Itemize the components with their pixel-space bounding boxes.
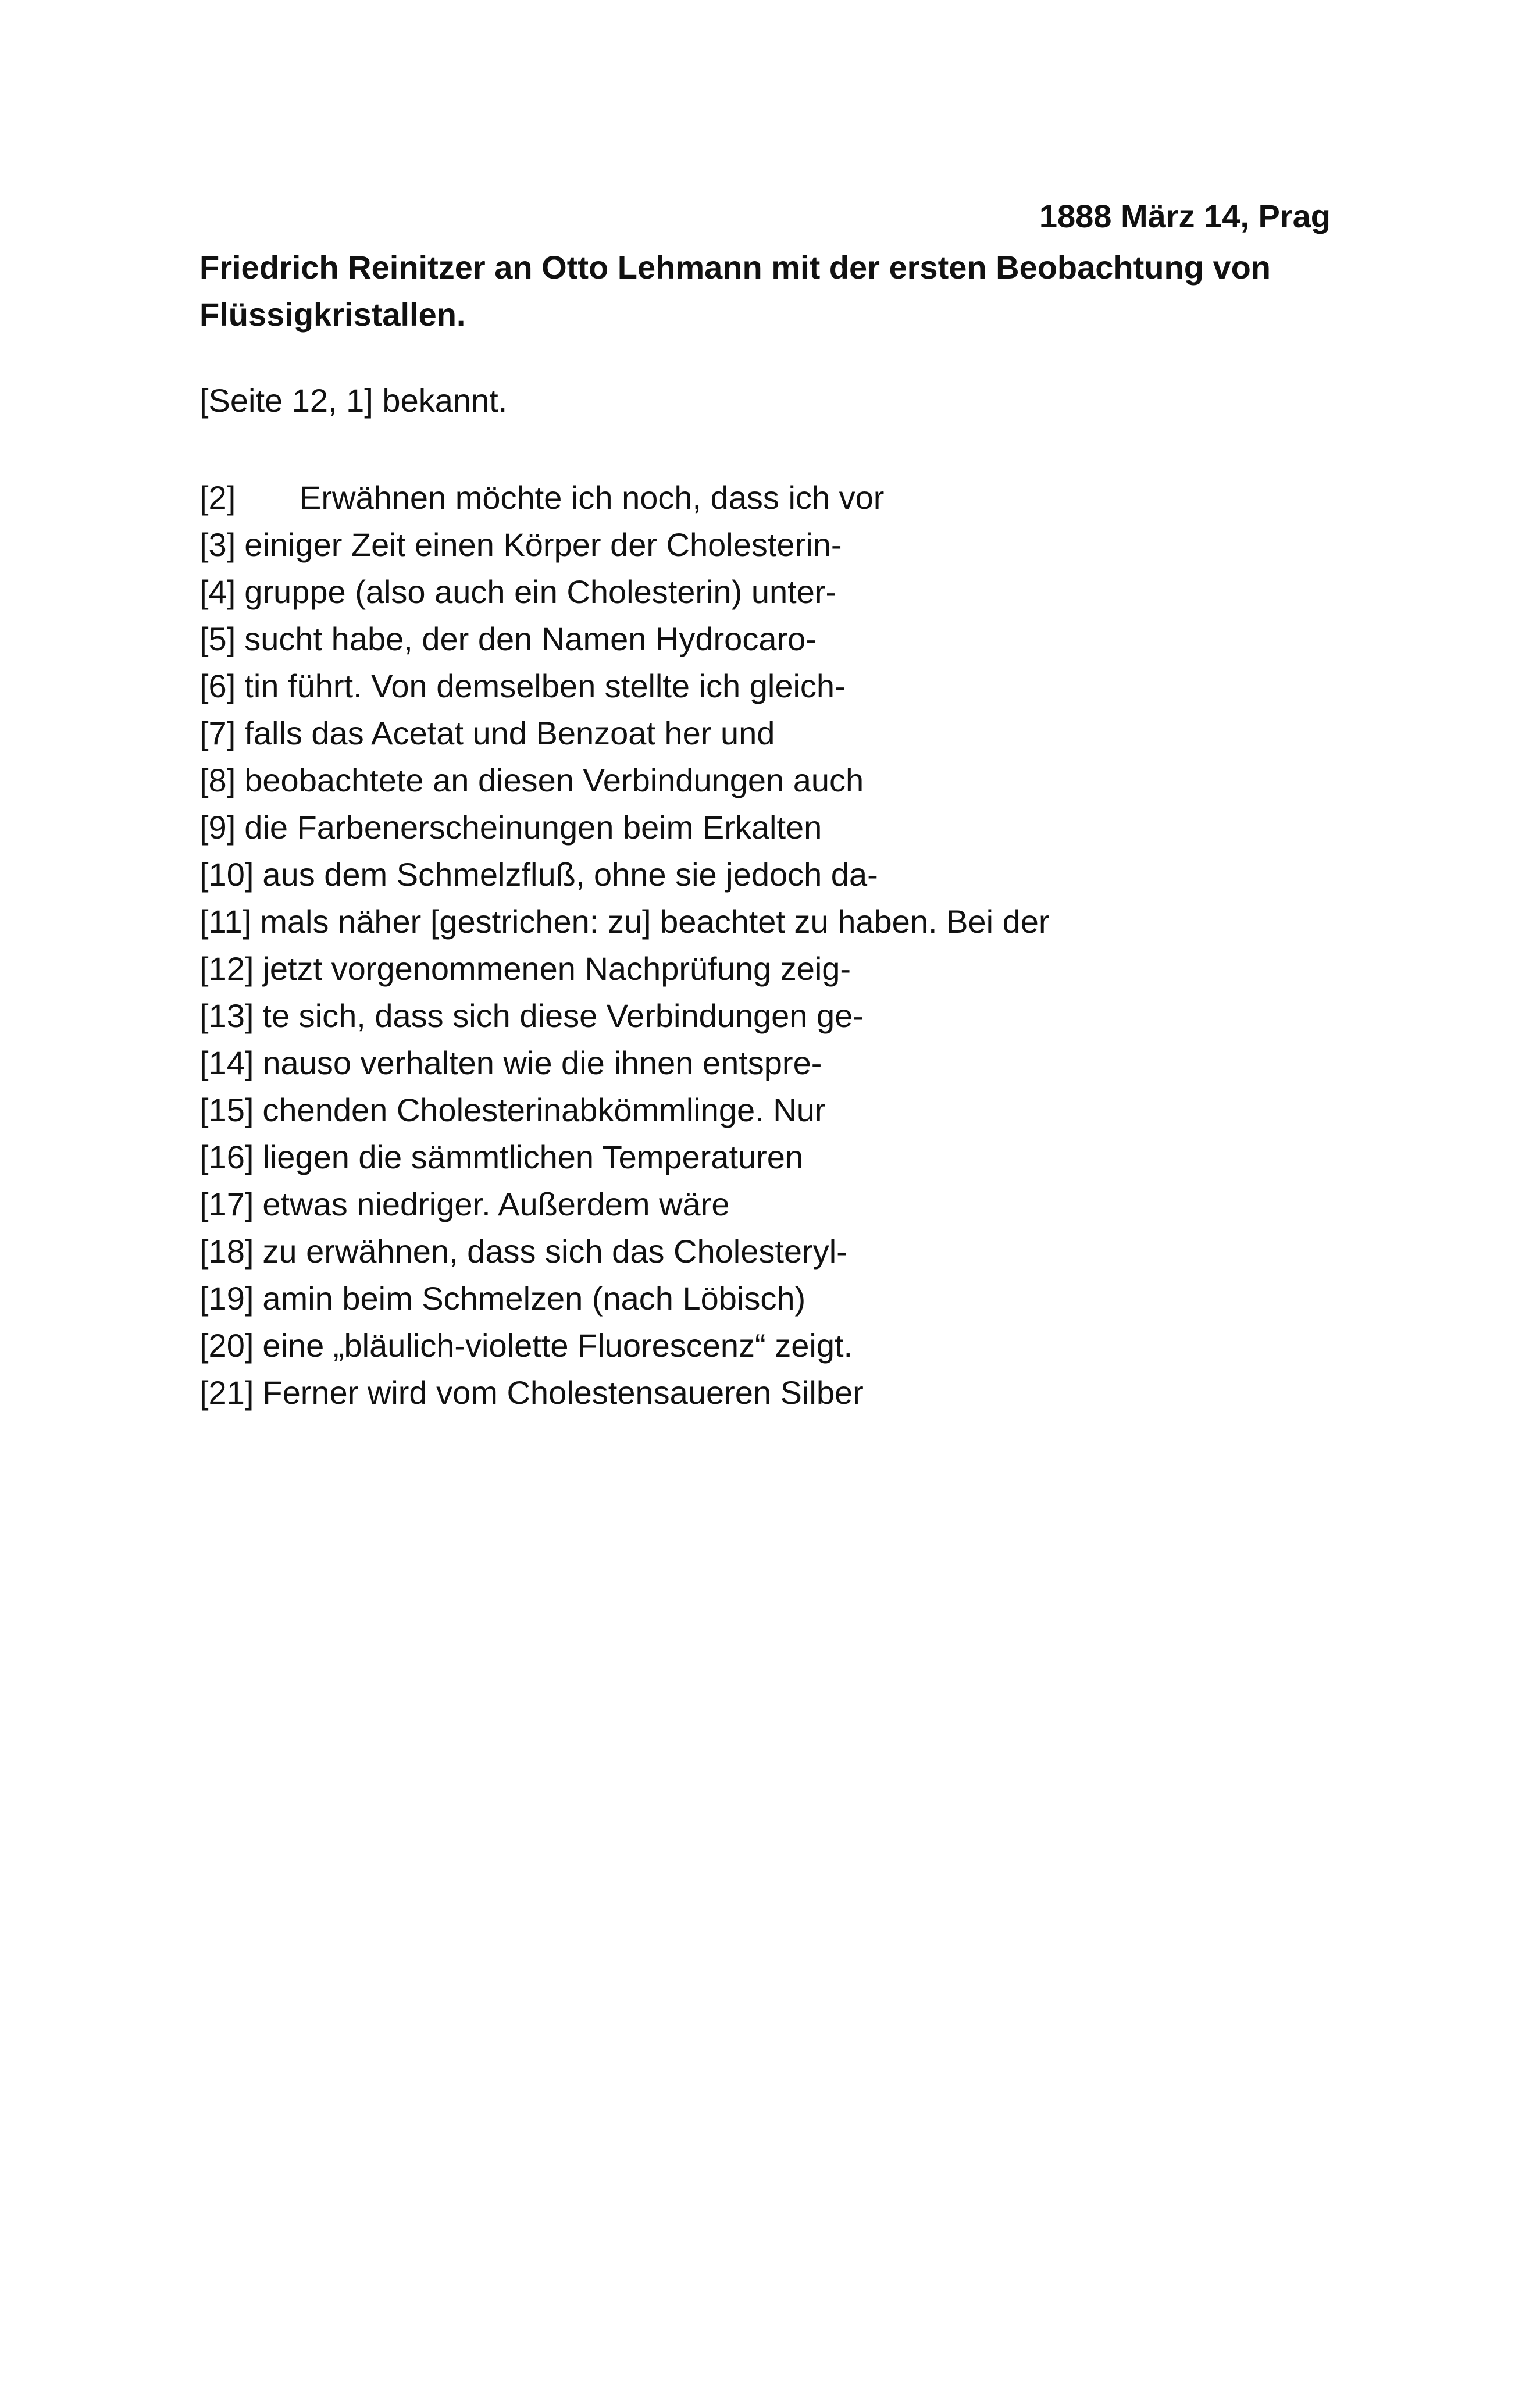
date-place: 1888 März 14, Prag xyxy=(1039,198,1331,234)
line-number: [13] xyxy=(199,997,254,1034)
line-text: tin führt. Von demselben stellte ich gleich- xyxy=(244,668,846,704)
line-text: Ferner wird vom Cholestensaueren Silber xyxy=(262,1374,864,1411)
line-text: gruppe (also auch ein Cholesterin) unter- xyxy=(244,573,837,610)
line-number: [16] xyxy=(199,1139,254,1175)
transcription-line xyxy=(199,851,1050,898)
transcription-line xyxy=(199,568,1050,615)
line-text: zu erwähnen, dass sich das Cholesteryl- xyxy=(262,1233,847,1270)
transcription-line xyxy=(199,1181,1050,1228)
line-text: eine „bläulich-violette Fluorescenz“ zeigt. xyxy=(262,1327,853,1364)
line-number: [7] xyxy=(199,715,236,751)
line-number: [21] xyxy=(199,1374,254,1411)
transcription-line xyxy=(199,898,1050,945)
transcription-line xyxy=(199,1228,1050,1275)
line-number: [12] xyxy=(199,950,254,987)
line-text: etwas niedriger. Außerdem wäre xyxy=(262,1186,730,1222)
line-number: [19] xyxy=(199,1280,254,1317)
transcription-line xyxy=(199,757,1050,804)
line-number: [14] xyxy=(199,1044,254,1081)
transcription-line xyxy=(199,1369,1050,1416)
transcription-lines xyxy=(199,474,1050,1416)
line-number: [10] xyxy=(199,856,254,893)
transcription-line xyxy=(199,474,1050,521)
line-number: [8] xyxy=(199,762,236,798)
line-text: chenden Cholesterinabkömmlinge. Nur xyxy=(262,1092,826,1128)
page-reference: [Seite 12, 1] bekannt. xyxy=(199,382,508,419)
line-text: nauso verhalten wie die ihnen entspre- xyxy=(262,1044,822,1081)
line-number: [11] xyxy=(199,903,252,940)
line-text: amin beim Schmelzen (nach Löbisch) xyxy=(262,1280,806,1317)
transcription-line xyxy=(199,1086,1050,1133)
transcription-line xyxy=(199,945,1050,992)
transcription-line xyxy=(199,521,1050,568)
line-number: [9] xyxy=(199,809,236,846)
line-text: sucht habe, der den Namen Hydrocaro- xyxy=(244,621,817,657)
line-text: mals näher [gestrichen: zu] beachtet zu haben. Bei der xyxy=(260,903,1050,940)
line-text: te sich, dass sich diese Verbindungen ge- xyxy=(262,997,864,1034)
line-number: [20] xyxy=(199,1327,254,1364)
document-title: Friedrich Reinitzer an Otto Lehmann mit der ersten Beobachtung von Flüssigkristallen. xyxy=(199,249,1271,333)
line-text: aus dem Schmelzfluß, ohne sie jedoch da- xyxy=(262,856,878,893)
transcription-line xyxy=(199,1275,1050,1322)
line-text: beobachtete an diesen Verbindungen auch xyxy=(244,762,864,798)
line-text: die Farbenerscheinungen beim Erkalten xyxy=(244,809,822,846)
line-text: jetzt vorgenommenen Nachprüfung zeig- xyxy=(262,950,851,987)
transcription-line xyxy=(199,1133,1050,1181)
transcription-line xyxy=(199,662,1050,709)
transcription-line xyxy=(199,1322,1050,1369)
line-number: [2] xyxy=(199,479,236,516)
transcription-line xyxy=(199,804,1050,851)
transcription-line xyxy=(199,992,1050,1039)
line-number: [5] xyxy=(199,621,236,657)
line-number: [15] xyxy=(199,1092,254,1128)
line-text: einiger Zeit einen Körper der Cholesterin- xyxy=(244,526,842,563)
line-number: [3] xyxy=(199,526,236,563)
line-number: [18] xyxy=(199,1233,254,1270)
line-text: Erwähnen möchte ich noch, dass ich vor xyxy=(300,479,885,516)
line-text: liegen die sämmtlichen Temperaturen xyxy=(262,1139,804,1175)
transcription-line xyxy=(199,1039,1050,1086)
line-number: [6] xyxy=(199,668,236,704)
transcription-line xyxy=(199,615,1050,662)
line-number: [17] xyxy=(199,1186,254,1222)
transcription-line xyxy=(199,709,1050,757)
line-text: falls das Acetat und Benzoat her und xyxy=(244,715,775,751)
line-number: [4] xyxy=(199,573,236,610)
